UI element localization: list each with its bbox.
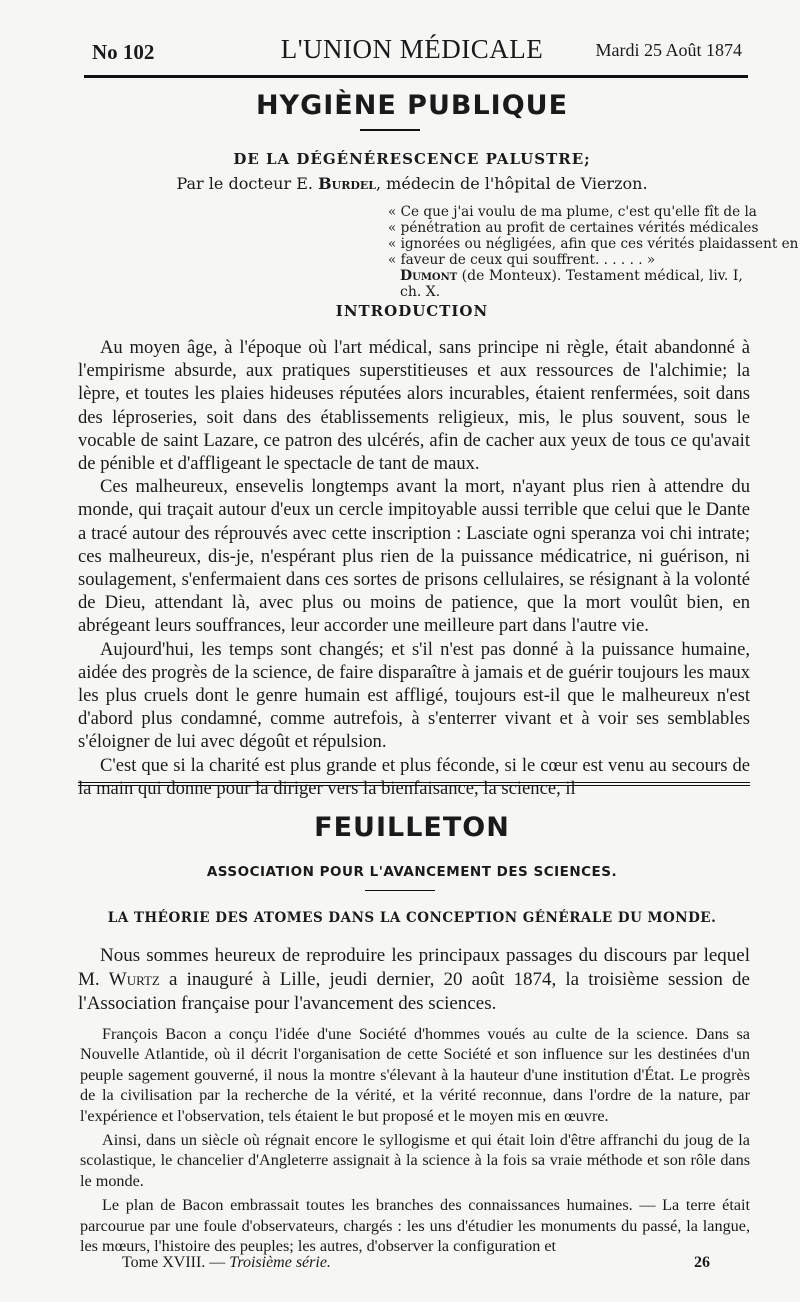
issue-number: No 102 <box>92 40 155 64</box>
epigraph <box>388 204 799 268</box>
lead-text-end: a inauguré à Lille, jeudi dernier, 20 août 1874, la troisième session de l'Association française pour l'avancement des sciences. <box>78 969 750 1014</box>
header-rule <box>84 75 748 78</box>
byline-suffix: , médecin de l'hôpital de Vierzon. <box>376 174 648 193</box>
feuilleton-body <box>80 1024 750 1260</box>
feuilleton-separator <box>78 782 750 792</box>
feuilleton-subtitle: ASSOCIATION POUR L'AVANCEMENT DES SCIENCES. <box>206 864 618 880</box>
title-underline <box>360 129 420 131</box>
byline-author: Burdel <box>318 174 376 193</box>
feuilleton-topic: LA THÉORIE DES ATOMES DANS LA CONCEPTION GÉNÉRALE DU MONDE. <box>107 910 717 926</box>
article-body <box>78 336 750 800</box>
lead-text-start: Nous sommes heureux de reproduire les principaux passages du discours par lequel M. <box>78 945 750 990</box>
feuilleton-lead <box>78 944 750 1016</box>
subtitle-underline <box>365 890 435 891</box>
lead-author: Wurtz <box>108 969 160 990</box>
lead-paragraph <box>78 944 750 1016</box>
article-subtitle: DE LA DÉGÉNÉRESCENCE PALUSTRE; <box>233 150 591 168</box>
epigraph-line: « pénétration au profit de certaines vérités médicales <box>388 220 759 236</box>
section-title-hygiene: HYGIÈNE PUBLIQUE <box>255 90 569 121</box>
epigraph-source <box>400 268 750 300</box>
volume-label: Tome XVIII. — <box>122 1254 230 1271</box>
series-label: Troisième série. <box>229 1254 331 1271</box>
body-paragraph: Ces malheureux, ensevelis longtemps avant la mort, n'ayant plus rien à attendre du monde, qui traçait autour d'eux un cercle impitoyable aussi terrible que celui que le Dante a tracé autour des réprouvés avec cette inscription : Lasciate ogni speranza voi chi intrate; ces malheureux, dis-je, n'espérant plus rien de la puissance médicatrice, ni guérison, ni soulagement, s'enfermaient dans ces sortes de prisons cellulaires, se résignant à la volonté de Dieu, attendant là, avec plus ou moins de patience, que la mort voulût bien, en abrégeant leurs souffrances, leur accorder une meilleure part dans l'autre vie. <box>78 476 750 637</box>
running-header <box>72 34 752 74</box>
volume-info <box>122 1254 331 1272</box>
epigraph-work: (de Monteux). Testament médical, liv. I, ch. X. <box>400 268 743 300</box>
journal-title: L'UNION MÉDICALE <box>280 34 544 64</box>
epigraph-line: « ignorées ou négligées, afin que ces vérités plaidassent en <box>388 236 799 252</box>
feuilleton-paragraph: Le plan de Bacon embrassait toutes les branches des connaissances humaines. — La terre était parcourue par une foule d'observateurs, chargés : les uns d'étudier les monuments du passé, la langue, les mœurs, l'histoire des peuples; les autres, d'observer la configuration et <box>80 1196 750 1256</box>
feuilleton-paragraph: François Bacon a conçu l'idée d'une Société d'hommes voués au culte de la science. Dans sa Nouvelle Atlantide, où il décrit l'organisation de cette Société et son influence sur les destinées d'un peuple sagement gouverné, il nous la montre s'élevant à la hauteur d'une institution d'État. Le progrès de la civilisation par la recherche de la vérité, et la vérité reconnue, dans l'ordre de la nature, par l'expérience et l'observation, tels étaient le but proposé et le moyen mis en œuvre. <box>80 1025 750 1125</box>
body-paragraph: Au moyen âge, à l'époque où l'art médical, sans principe ni règle, était abandonné à l'empirisme absurde, aux pratiques superstitieuses et aux ressources de l'alchimie; la lèpre, et toutes les plaies hideuses réputées alors incurables, étaient renfermées, soit dans des léproseries, soit dans des établissements religieux, mis, le plus souvent, sous le vocable de saint Lazare, ce patron des ulcérés, afin de cacher aux yeux de tous ce qu'avait de pénible et d'affligeant le spectacle de tant de maux. <box>78 337 750 475</box>
section-title-feuilleton: FEUILLETON <box>314 812 510 843</box>
article-byline <box>72 174 752 193</box>
epigraph-author: Dumont <box>400 268 458 284</box>
epigraph-line: « faveur de ceux qui souffrent. . . . . . » <box>388 252 656 268</box>
byline-prefix: Par le docteur E. <box>176 174 319 193</box>
body-paragraph: C'est que si la charité est plus grande et plus féconde, si le cœur est venu au secours de la main qui donne pour la diriger vers la bienfaisance, la science, il <box>78 754 750 799</box>
page-number: 26 <box>694 1254 710 1271</box>
issue-date: Mardi 25 Août 1874 <box>595 40 742 60</box>
introduction-heading: INTRODUCTION <box>335 302 489 320</box>
body-paragraph: Aujourd'hui, les temps sont changés; et s'il n'est pas donné à la puissance humaine, aidée des progrès de la science, de faire disparaître à jamais et de guérir toujours les maux les plus cruels dont le genre humain est affligé, toujours est-il que le malheureux n'est d'abord plus condamné, comme autrefois, à s'enterrer vivant et à voir ses semblables s'éloigner de lui avec dégoût et répulsion. <box>78 638 750 753</box>
feuilleton-paragraph: Ainsi, dans un siècle où régnait encore le syllogisme et qui était loin d'être affranchi du joug de la scolastique, le chancelier d'Angleterre assignait à la science à la fois sa vraie méthode et son rôle dans le monde. <box>80 1131 750 1190</box>
epigraph-line: « Ce que j'ai voulu de ma plume, c'est qu'elle fît de la <box>388 204 757 220</box>
